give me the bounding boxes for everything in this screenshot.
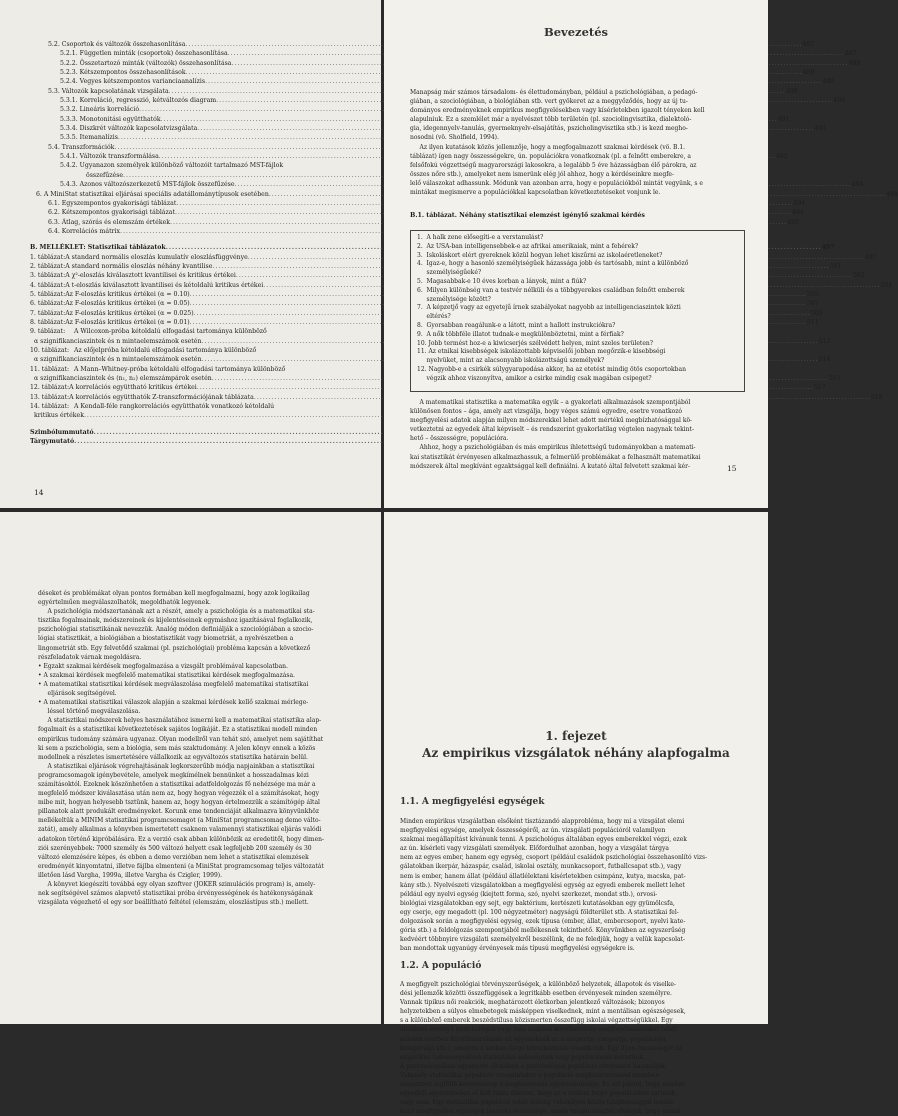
table-entry	[30, 402, 340, 411]
spacer	[30, 421, 340, 428]
text-line: zatát), amely alkalmas a könyvben ismertetett csaknem valamennyi statisztikai eljárás valódi	[38, 826, 322, 834]
spacer	[30, 236, 340, 243]
text-line: A pszichológia módszertanának azt a részét, amely a pszichológia és a matematikai sta-	[38, 608, 315, 616]
text-line: mellékeltük a MINIM statisztikai programcsomagot (a MiniStat programcsomag demo válto-	[38, 817, 321, 825]
table-title: A Wilcoxon-próba kétoldalú elfogadási tartománya különböző	[74, 328, 267, 336]
text-line: helyzetekben a súlyos elmebetegek másképpen viselkednek, mint a mentálisan egészségesek,	[400, 1008, 686, 1016]
text-line: Ahhoz, hogy a pszichológiában és más empirikus ihletettségű tudományokban a matemati-	[410, 444, 696, 452]
questions-box	[410, 230, 745, 392]
toc-entry-text: 5.4. Transzformációk	[48, 143, 115, 151]
toc-entry-text: 5.3. Változók kapcsolatának vizsgálata	[48, 87, 169, 95]
text-line: 9. A nők többféle illatot tudnak-e megkülönböztetni, mint a férfiak?	[417, 330, 624, 338]
text-line: gálatokban ikerpár, házaspár, család, iskolai osztály, munkacsoport, futballcsapat stb.), vagy	[400, 863, 682, 871]
table-title: A t-eloszlás kiválasztott kvantilisei és kétoldalú kritikus értékei	[65, 281, 264, 289]
toc-entry-text: 5.2. Csoportok és változók összehasonlítása	[48, 41, 186, 48]
text-line: felsőfokú végzettségű magyarországi lakosokra, a legalább 5 éve házasságban élő párokra, az	[410, 161, 697, 169]
toc-entry	[30, 161, 340, 170]
toc-page-number: 517	[813, 384, 826, 392]
section-heading: 1.1. A megfigyelési egységek	[400, 797, 545, 807]
body-paragraph	[410, 398, 744, 471]
text-line: 2. Az USA-ban intelligensebbek-e az afrikai amerikaiak, mint a fehérek?	[417, 242, 639, 250]
toc-entry	[30, 133, 340, 142]
intro-paragraph	[410, 88, 744, 197]
text-line: empirikus tudomány számára ugyanaz. Olyan modellről van tehát szó, amelyet nem sajátíthat	[38, 735, 324, 743]
toc-page-number: 495	[787, 218, 799, 226]
text-line: általános érvényű pszichológiai vagy más szakmai következtetés megfogalmazásakor tehát	[400, 1026, 677, 1034]
text-line: szakmai megállapítást kívánunk tenni. A pszichológus általában egyes emberekkel végzi, ezek	[400, 836, 687, 844]
text-line: 12. Nagyobb-e a csirkék súlygyarapodása akkor, ha az etetést mindig ötös csoportokban	[417, 365, 686, 373]
toc-entry-text: 5.4.3. Azonos változószerkezetű MST-fájlok összefűzése	[60, 181, 235, 189]
toc-entry-text: 5.3.5. Itemanalízis	[60, 134, 118, 142]
table-label: 8. táblázat:	[30, 318, 66, 326]
text-line: számításoktól. Ezeknek köszönhetően a statisztikai adatfeldolgozás fő nehézsége ma már a	[38, 780, 316, 788]
toc-page-number: 487	[802, 41, 815, 48]
toc-page-number: 497	[821, 244, 835, 252]
table-label: 10. táblázat:	[30, 347, 70, 354]
text-line: dományos eredményeknek empirikus megfigyelésekben vagy kísérletekben igazolt tényeken kell	[410, 107, 705, 115]
toc-entry-text: 5.3.4. Diszkrét változók kapcsolatvizsgálata	[60, 125, 198, 133]
text-line: A matematikai statisztika a matematika egyik – a gyakorlati alkalmazások szempontjából	[410, 399, 691, 406]
text-line: táblázat) ígen nagy összességekre, ún. populációkra vonatkoznak (pl. a felnőtt emberekre, a	[410, 152, 691, 160]
table-entry	[30, 393, 883, 402]
text-line: illetően lásd Vargha, 1999a, illetve Vargha és Czigler, 1999).	[38, 871, 223, 879]
section-text	[400, 817, 745, 953]
toc-page-number: 489	[822, 78, 834, 86]
text-line: 1. A halk zene elősegíti-e a verstanulást?	[417, 234, 544, 241]
text-line: eredményét kinyomtatni, illetve fájlba elmenteni (a MiniStat programcsomag teljes változatát	[38, 862, 324, 870]
text-line: Valamely statisztikai populáció vizsgálatakor a populáció meghatározásával szemben	[400, 1071, 660, 1079]
toc-page-number: 515	[828, 375, 841, 383]
page-15	[384, 0, 768, 508]
text-line: biológiai vizsgálatokban egy sejt, egy baktérium, kertészeti kutatásokban egy gyümölcsfa,	[400, 899, 675, 907]
toc-page-number: 511	[806, 318, 819, 326]
text-line: 3. Iskoláskort elért gyereknek közül hogyan lehet kiszűrni az iskolaéretleneket?	[417, 251, 663, 259]
text-line: • A szakmai kérdések megfelelő matematikai statisztikai kérdések megfogalmazása.	[38, 671, 295, 679]
text-line: kedvéért többnyire vizsgálati személyekről beszélünk, de ne feledjük, hogy a velük kapcsolat-	[400, 936, 686, 944]
text-line: nek segítségével számos alapvető statisztikai próba érvényességének és hatékonyságának	[38, 890, 313, 898]
toc-entry-text: 5.3.1. Korreláció, regresszió, kétváltozós diagram	[60, 97, 217, 105]
table-title: A χ²-eloszlás kiválasztott kvantilisei és kritikus értékei	[65, 272, 236, 280]
table-title: Az előjelpróba kétoldalú elfogadási tartománya különböző	[74, 347, 257, 354]
page-17	[384, 512, 768, 1116]
section-text	[400, 980, 745, 1116]
text-line: egyedről egyértelműen el kell tudni dönteni, hogy az a szóban forgó populációhoz tartozik,	[400, 1090, 677, 1098]
text-line: támasztott legfőbb követelmény a meghatározás egyértelműsége. Ez azt jelenti, hogy minden	[400, 1081, 685, 1089]
text-line: változó elemzésére képes, és ebben a demo verzióban nem lehet a statisztikai elemzések	[38, 853, 309, 861]
toc-entry	[30, 218, 799, 227]
text-line: ki sem a pszichológia, sem a biológia, sem más szaktudomány. A jelen könyv ennek a közös	[38, 744, 316, 752]
table-entry	[30, 346, 340, 355]
table-entry	[30, 411, 340, 420]
table-label: 2. táblázat:	[30, 262, 66, 270]
toc-page-number: 494	[885, 190, 898, 198]
text-line: alapulniuk. Ez a szemlélet már a nyelvészet több területén (pl. szociolingvisztika, dialektoló-	[410, 116, 692, 124]
table-title: kritikus értékek	[34, 412, 84, 420]
chapter-number: 1. fejezet	[545, 729, 607, 743]
toc-entry-text: B. MELLÉKLET: Statisztikai táblázatok	[30, 244, 166, 252]
text-line: eltérés?	[417, 313, 451, 321]
toc-page-number: 489	[802, 69, 815, 77]
text-line: léssel történő megválaszolása.	[38, 708, 141, 716]
text-line: gória stb.) a feldolgozás szempontjából mellékesnek tekinthető. Könyvünkben az egyszerűség	[400, 927, 686, 935]
toc-entry-text: 5.3.3. Monotonitási együtthatók	[60, 115, 161, 123]
text-line: giában, a szociológiában, a biológiában stb. vert gyökeret az a meggyőződés, hogy az új tu-	[410, 98, 688, 106]
text-line: A könyvet kiegészíti továbbá egy olyan szoftver (JOKER szimulációs program) is, amely-	[38, 881, 316, 888]
text-line: gia, idegennyelv-tanulás, gyermeknyelv-elsajátítás, pszicholingvisztika stb.) is kezd megho-	[410, 125, 688, 133]
toc-page-number: 507	[806, 300, 819, 308]
toc-page-number: 509	[810, 309, 823, 317]
text-line: • A matematikai statisztikai válaszok alapján a szakmai kérdések kellő szakmai mérlege-	[38, 699, 309, 707]
text-line: az ún. kísérleti vagy vizsgálati személyek. Előfordulhat azonban, hogy a vizsgálat tárgya	[400, 845, 669, 853]
text-line: például egy nyelvi egység (kiejtett forma, szó, nyelvi szerkezet, mondat stb.), orvosi-	[400, 890, 658, 898]
toc-entry	[30, 77, 834, 86]
toc-entry-text: 5.2.4. Vegyes kétszempontos varianciaanalízis	[60, 78, 206, 86]
text-line: ziói szerényebbek: 7000 személy és 500 változó helyett csak legfeljebb 200 személy és 30	[38, 844, 312, 852]
text-line: nem az egyes ember, hanem egy egység, csoport (például családok pszichológiai összehasonlító vizs-	[400, 854, 708, 862]
toc-page-number: 514	[818, 356, 831, 364]
table-entry	[30, 327, 340, 336]
text-line: • A matematikai statisztikai kérdések megválaszolása megfelelő matematikai statisztikai	[38, 680, 309, 688]
text-line: kategóriája stb.), amelyre a szóban forgó következtetés vonatkozik. Egy ilyen összességet az	[400, 1044, 682, 1052]
text-line: programcsomagok igénybevétele, amelyek megkímélnek bennünket a hosszadalmas kézi	[38, 771, 309, 779]
toc-entry-text: 5.2.3. Kétszempontos összehasonlítások	[60, 69, 186, 77]
toc-entry	[30, 40, 815, 49]
toc-entry	[30, 227, 340, 236]
table-label: 14. táblázat:	[30, 403, 70, 411]
text-line: Vannak tipikus női reakciók, meghatározott életkorban jelentkező változások; bizonyos	[400, 999, 665, 1007]
table-entry	[30, 365, 340, 374]
text-line: A statisztikai módszerek helyes használatához ismerni kell a matematikai statisztika alap-	[38, 717, 322, 725]
toc-entry-text: 6.2. Kétszempontos gyakorisági táblázat	[48, 209, 175, 217]
table-label: 13. táblázat:	[30, 393, 70, 401]
text-line: egyértelműen megválaszolhatók, megoldhatók legyenek.	[38, 599, 211, 607]
table-title: α szignifikanciaszintek és n mintaelemszámok esetén	[34, 356, 202, 364]
table-label: 11. táblázat:	[30, 365, 70, 373]
page-16	[0, 512, 381, 1024]
toc-page-number: 491	[814, 125, 827, 133]
toc-entry-text: 5.2.1. Független minták (csoportok) összehasonlítása	[60, 50, 228, 58]
toc-entry	[30, 171, 340, 180]
text-line: 7. A képzetjő vagy az egyetejű írnek szabályokat nagyobb az intelligenciaszintek közti	[417, 304, 681, 312]
table-title: A korrelációs együtthatók Z-transzformációjának táblázata	[69, 393, 254, 401]
table-title: Az F-eloszlás kritikus értékei (α = 0.025)	[65, 309, 194, 317]
text-line: személyisége között?	[417, 295, 491, 303]
toc-page-number: 490	[833, 97, 846, 105]
toc-entry-text: 5.4.2. Ugyanazon személyek különböző változóit tartalmazó MST-fájlok	[60, 162, 284, 170]
toc-page-number: 488	[848, 59, 861, 67]
toc-entry-text: 6.3. Átlag, szórás és elemszám értékek	[48, 218, 170, 226]
text-line: kány stb.). Nyelvészeti vizsgálatokban a megfigyelési egység az egyedi emberek mellett lehet	[400, 881, 685, 889]
toc-entry	[30, 105, 340, 114]
toc-entry-text: 6. A MiniStat statisztikai eljárásai speciális adatállománytípusok esetében	[36, 190, 269, 198]
toc-page-number: 501	[829, 262, 842, 270]
text-line: • Egzakt szakmai kérdések megfogalmazása a vizsgált problémával kapcsolatban.	[38, 662, 288, 670]
text-line: megfelelő módszer kiválasztása után nem az, hogy hogyan végezzék el a számításokat, hogy	[38, 790, 319, 798]
table-label: 3. táblázat:	[30, 272, 66, 280]
text-line: modellnek a részletes ismertetésére vállalkozik az egyváltozós statisztika határain belül.	[38, 753, 308, 761]
table-label: 6. táblázat:	[30, 300, 66, 308]
text-line: dolgozások során a megfigyelési egység, ezek típusa (ember, állat, embercsoport, nyelvi kate-	[400, 918, 686, 926]
text-line: vizsgálata végezhető el egy sor beállítható feltétel (elemszám, eloszlástípus stb.) mellett.	[38, 899, 309, 907]
text-line: Manapság már számos társadalom- és élettudományban, például a pszichológiában, a pedagó-	[410, 89, 698, 96]
text-line: Minden empirikus vizsgálatban elsőként tisztázandó alapprobléma, hogy mi a vizsgálat elemi	[400, 818, 685, 825]
table-title: A standard normális eloszlás kumulatív eloszlásfüggvénye	[65, 253, 248, 261]
text-line: mintákat megismerve a populációkkal kapcsolatban következtetéseket vonjunk le.	[410, 189, 661, 197]
text-line: mibe mit, hogyan helyesebb tsztünk, hanem az, hogy hogyan értelmezzük a számítógép által	[38, 799, 320, 807]
text-line: összes nőre stb.), amelyeket nem ismerünk elég jól ahhoz, hogy a kérdéseinkre megfe-	[410, 170, 674, 178]
text-line: dési jellemzők közötti összefüggések a legritkább esetben érvényesek minden személyre.	[400, 990, 672, 998]
toc-entry	[30, 49, 857, 58]
section-heading: 1.2. A populáció	[400, 961, 482, 971]
toc-entry-text: 5.2.2. Összetartozó minták (változók) összehasonlítása	[60, 59, 232, 67]
table-label: 4. táblázat:	[30, 281, 66, 289]
text-line: kező megfigyelési egységek (esetek) összessége, amely tulajdonságból elvárjuk, hogy annak	[400, 1108, 681, 1116]
text-line: 4. Igaz-e, hogy a hasonló személyiségűek házassága jobb és tartósabb, mint a különböző	[417, 260, 689, 268]
text-line: megfigyelési adatok alapján milyen módszerekkel lehet adott mértékű megbízhatósággal kö-	[410, 417, 693, 425]
toc-entry-text: Tárgymutató	[30, 438, 75, 446]
toc-page-number: 494	[792, 209, 804, 217]
toc-page-number: 502	[852, 272, 865, 280]
toc-page-number: 497	[864, 253, 877, 261]
text-line: egy cserje, egy megadott (pl. 100 négyzetméter) nagyságú földterület stb. A statisztikai fel-	[400, 908, 679, 916]
table-label: 1. táblázat:	[30, 253, 66, 261]
toc-page-number: 504	[880, 281, 893, 289]
toc-page-number: 491	[777, 115, 790, 123]
index-entry	[30, 437, 340, 446]
toc-entry	[30, 59, 861, 68]
text-line: megfigyelési egysége, amelyek összességéről, az ún. vizsgálati populációról valamilyen	[400, 827, 666, 835]
table-entry	[30, 383, 826, 392]
table-title: A Kendall-féle rangkorrelációs együtthatók vonatkozó kétoldalú	[74, 403, 275, 411]
table-title: Az F-eloszlás kritikus értékei (α = 0.01)	[65, 318, 190, 326]
toc-entry-text: Szimbólummutató	[30, 428, 94, 436]
text-line: 10. Jobb termést hoz-e a kiwicserjés szélvédett helyen, mint szeles területen?	[417, 339, 653, 347]
text-line: fogalmait és a statisztikai következtetések sajátos logikáját. Ez a statisztikai modell minden	[38, 726, 318, 734]
text-line: részfeladatok várnak megoldásra.	[38, 653, 142, 661]
table-label: 7. táblázat:	[30, 309, 66, 317]
toc-page-number: 505	[806, 290, 819, 298]
toc-entry-text: 5.3.2. Lineáris korreláció	[60, 106, 140, 114]
page-number: 15	[727, 464, 737, 473]
text-line: 5. Magasabbak-e 10 éves korban a lányok, mint a fiúk?	[417, 277, 587, 285]
toc-page-number: 513	[818, 337, 831, 345]
index-entry	[30, 428, 340, 437]
text-line: A megfigyelt pszichológiai törvényszerűségek, a különböző helyzetek, állapotok és viselke-	[400, 981, 676, 988]
table-label: 9. táblázat:	[30, 328, 66, 336]
toc-entry-text: 5.4.1. Változók transzformálása	[60, 153, 159, 161]
toc-page-number: 492	[775, 153, 788, 161]
text-line: vetkeztetni az egyedek által képviselt – és rendszerint gyakorlatilag végtelen nagynak tekint-	[410, 426, 694, 434]
text-line: vagy sem. Egy statisztikai populáció tehát mindig valamilyen közös tulajdonsággal rendel-	[400, 1099, 675, 1107]
text-line: 8. Gyorsabban reagálunk-e a látott, mint a hallott instrukciókra?	[417, 321, 616, 329]
text-line: adatokon történő kipróbálására. Ez a verzió csak abban különbözik az eredetitől, hogy dimen-	[38, 835, 325, 843]
table-title: A Mann–Whitney-próba kétoldalú elfogadási tartománya különböző	[74, 365, 286, 373]
text-line: végzik ahhoz viszonyítva, amikor a csirke mindig csak magában csipeget?	[417, 374, 652, 382]
text-line: empirikus tudományokban statisztikai sokaságnak vagy populációnak nevezünk.	[400, 1053, 645, 1061]
table-title: Az F-eloszlás kritikus értékei (α = 0.05)	[65, 300, 190, 308]
table-title: A korrelációs együttható kritikus értékei	[69, 384, 197, 392]
text-line: eljárások segítségével.	[38, 690, 117, 698]
text-line: 6. Milyen különbség van a testvér nélküli és a többgyerekes családban felnőtt emberek	[417, 286, 685, 294]
page-number: 14	[34, 488, 44, 497]
text-line: A pszichológiában ugyanerre általában a pszichológiai populáció elnevezést használják.	[400, 1062, 668, 1070]
toc-entry-text: összefűzése	[86, 171, 124, 179]
toc-entry-text: 6.1. Egyszempontos gyakorisági táblázat	[48, 199, 177, 207]
toc-page-number: 490	[785, 87, 798, 95]
toc-entry	[30, 199, 806, 208]
text-line: s a különböző emberek beszédstílusa közismerten összefügg iskolai végzettségükkel. Egy	[400, 1017, 673, 1025]
table-caption: B.1. táblázat. Néhány statisztikai elemzést igénylő szakmai kérdés	[410, 212, 645, 219]
table-label: 5. táblázat:	[30, 290, 66, 298]
text-line: ban mondottak ugyanúgy érvényesek más típusú megfigyelési egységekre is.	[400, 945, 635, 953]
table-title: A standard normális eloszlás néhány kvantilise	[65, 262, 213, 270]
toc-page-number: 487	[844, 50, 857, 58]
toc-page-number: 518	[870, 393, 883, 401]
text-line: 11. Az etnikai kisebbségek iskolázottabb képviselői jobban megőrzik-e kisebbségi	[417, 348, 666, 356]
table-label: 12. táblázat:	[30, 384, 70, 392]
text-line: minden esetben körülhatárolandó az egyéneknek az a csoportja (csoportja, populációja,	[400, 1035, 668, 1043]
text-line: tisztika fogalmainak, módszereinek és kijelentéseinek egymáshoz igazításával foglalkozik,	[38, 617, 313, 625]
text-line: lógiai statisztikát, a biológiában a biostatisztikát vagy biometriát, a nyelvészetben a	[38, 635, 294, 643]
text-line: lelő válaszokat adhassunk. Módunk van azonban arra, hogy e populációkból mintát vegyünk, s e	[410, 179, 703, 187]
chapter-title: Az empirikus vizsgálatok néhány alapfogalma	[422, 746, 730, 760]
toc-page-number: 494	[851, 181, 864, 189]
chapter-heading: Bevezetés	[544, 25, 608, 39]
text-line: nyelvüket, mint az alacsonyabb iskolázottságú személyek?	[417, 357, 605, 365]
text-line: hető – összességre, populációra.	[410, 435, 509, 443]
text-line: nem is ember, hanem állat (például állatlélektani kísérletekben csimpánz, kutya, macska, pat-	[400, 872, 686, 880]
text-line: lingometriát stb. Egy felvetődő szakmai (pl. pszichológiai) probléma kapcsán a következő	[38, 644, 311, 652]
table-title: Az F-eloszlás kritikus értékei (α = 0.10)	[65, 290, 190, 298]
text-line: személyiségűeké?	[417, 269, 482, 277]
toc-page-number: 494	[793, 199, 806, 207]
text-line: déseket és problémákat olyan pontos formában kell megfogalmazni, hogy azok logikailag	[38, 590, 310, 597]
toc-entry	[30, 143, 340, 152]
text-line: módszerek által megkívánt egzaktsággal kell definiálni. A kutató által felvetett szakmai kér-	[410, 462, 691, 470]
toc-entry-text: 6.4. Korrelációs mátrix	[48, 227, 120, 235]
body-text	[38, 589, 360, 907]
table-title: α szignifikanciaszintek és n mintaelemszámok esetén	[34, 337, 202, 345]
table-title: α szignifikanciaszintek és (n₁, n₂) elemszámpárok esetén	[34, 375, 212, 383]
text-line: Az ilyen kutatások közös jellemzője, hogy a megfogalmazott szakmai kérdések (vö. B.1.	[410, 143, 686, 151]
text-line: A statisztikai eljárások végrehajtásának legkorszerűbb módja napjainkban a statisztikai	[38, 762, 315, 770]
text-line: kai statisztikát érvényesen alkalmazhassuk, a felmerülő problémákat a felhasznált matematikai	[410, 453, 701, 461]
text-line: nosodni (vö. Sholfield, 1994).	[410, 134, 499, 142]
text-line: pszichológiai statisztikának nevezzük. Analóg módon definiálják a szociológiában a szocio-	[38, 626, 314, 634]
toc-entry	[30, 68, 815, 77]
text-line: különösen fontos – ága, amely azt vizsgálja, hogy véges számú egyedre, esetre vonatkozó	[410, 408, 682, 416]
text-line: pillanatok alatt produkált eredményeket. Korunk eme tendenciáját alkalmazva könyvünkhöz	[38, 808, 320, 816]
